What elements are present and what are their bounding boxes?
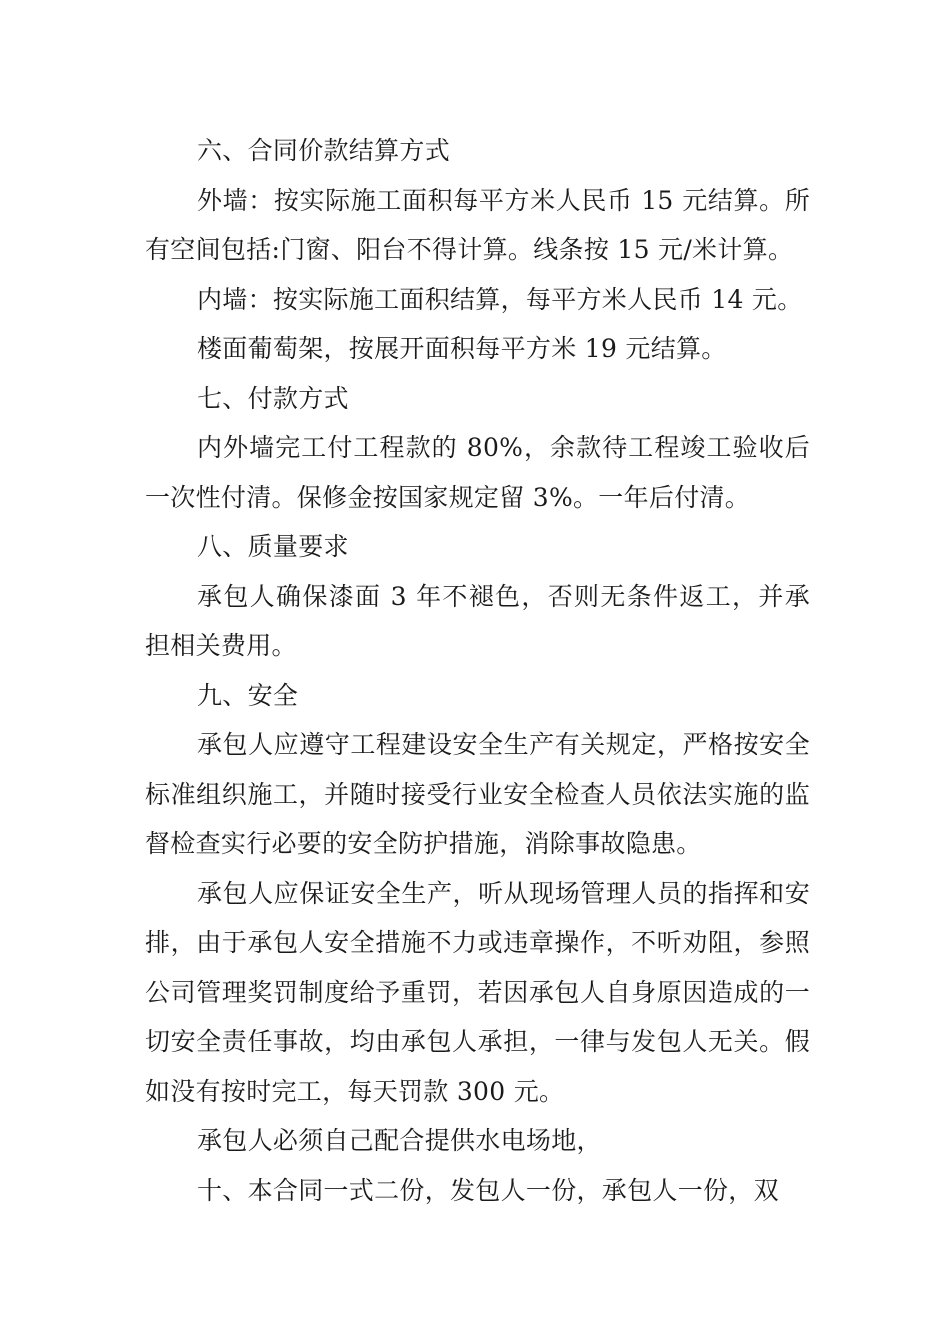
section-heading-7: 七、付款方式 — [197, 383, 349, 413]
section-heading-6: 六、合同价款结算方式 — [197, 136, 451, 165]
paragraph-exterior-wall: 外墙：按实际施工面积每平方米人民币 15 元结算。所有空间包括:门窗、阳台不得计算。线条按 15 元/米计算。 — [145, 185, 810, 264]
paragraph-safety-liability: 承包人应保证安全生产，听从现场管理人员的指挥和安排，由于承包人安全措施不力或违章操作，不听劝阻，参照公司管理奖罚制度给予重罚，若因承包人自身原因造成的一切安全责任事故，均由承包人承担，一律与发包人无关。假如没有按时完工，每天罚款 300 元。 — [145, 878, 810, 1106]
paragraph-quality: 承包人确保漆面 3 年不褪色，否则无条件返工，并承担相关费用。 — [145, 581, 810, 660]
section-heading-9: 九、安全 — [197, 680, 299, 710]
paragraph-utilities: 承包人必须自己配合提供水电场地， — [197, 1126, 602, 1155]
paragraph-pergola: 楼面葡萄架，按展开面积每平方米 19 元结算。 — [197, 334, 727, 363]
paragraph-safety-rules: 承包人应遵守工程建设安全生产有关规定，严格按安全标准组织施工，并随时接受行业安全检查人员依法实施的监督检查实行必要的安全防护措施，消除事故隐患。 — [145, 730, 810, 858]
section-heading-8: 八、质量要求 — [197, 532, 349, 561]
paragraph-interior-wall: 内墙：按实际施工面积结算，每平方米人民币 14 元。 — [197, 284, 803, 314]
paragraph-payment: 内外墙完工付工程款的 80%，余款待工程竣工验收后一次性付清。保修金按国家规定留 3%。一年后付清。 — [145, 433, 810, 512]
paragraph-copies: 十、本合同一式二份，发包人一份，承包人一份，双 — [197, 1175, 779, 1205]
document-body — [145, 126, 810, 1215]
